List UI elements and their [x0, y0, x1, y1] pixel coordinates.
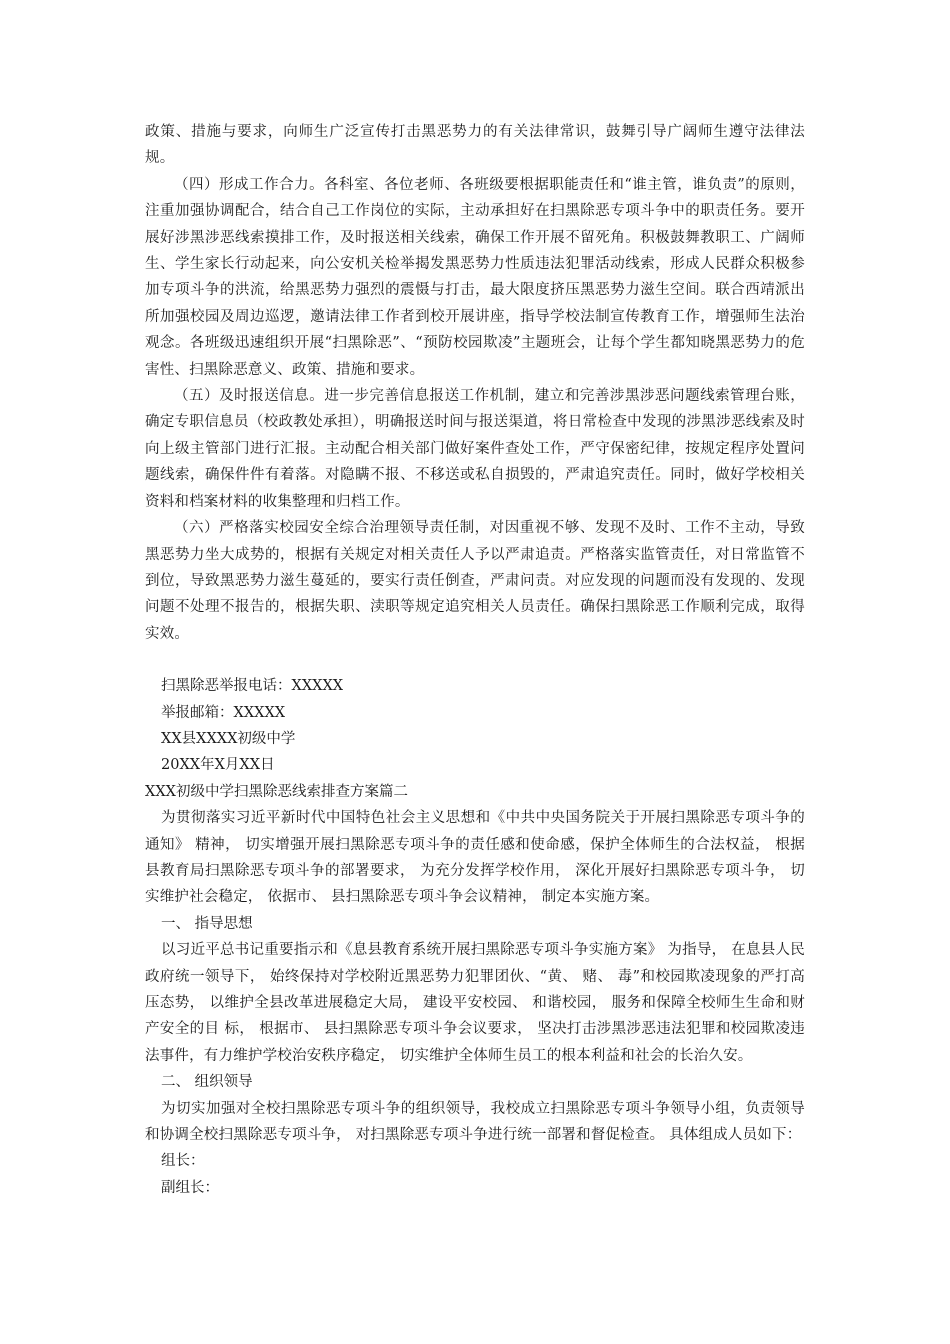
section-title-part-two: XXX初级中学扫黑除恶线索排查方案篇二 — [145, 783, 408, 800]
paragraph-section-5: （五）及时报送信息。进一步完善信息报送工作机制，建立和完善涉黑涉恶问题线索管理台账，确定专职信息员（校政教处承担），明确报送时间与报送渠道，将日常检查中发现的涉黑涉恶线索及时向上级主管部门进行汇报。主动配合相关部门做好案件查处工作，严守保密纪律，按规定程序处置问题线索，确保件件有着落。对隐瞒不报、不移送或私自损毁的，严肃追究责任。同时，做好学校相关资料和档案材料的收集整理和归档工作。 — [145, 388, 805, 510]
vice-leader-label: 副组长： — [161, 1179, 219, 1196]
paragraph-organization: 为切实加强对全校扫黑除恶专项斗争的组织领导，我校成立扫黑除恶专项斗争领导小组，负责领导和协调全校扫黑除恶专项斗争， 对扫黑除恶专项斗争进行统一部署和督促检查。 具体组成人员如下： — [145, 1100, 805, 1144]
paragraph-section-4: （四）形成工作合力。各科室、各位老师、各班级要根据职能责任和“谁主管，谁负责”的原则，注重加强协调配合，结合自己工作岗位的实际，主动承担好在扫黑除恶专项斗争中的职责任务。要开展好涉黑涉恶线索摸排工作，及时报送相关线索，确保工作开展不留死角。积极鼓舞教职工、广阔师生、学生家长行动起来，向公安机关检举揭发黑恶势力性质违法犯罪活动线索，形成人民群众积极参加专项斗争的洪流，给黑恶势力强烈的震慑与打击，最大限度挤压黑恶势力滋生空间。联合西靖派出所加强校园及周边巡逻，邀请法律工作者到校开展讲座，指导学校法制宣传教育工作，增强师生法治观念。各班级迅速组织开展“扫黑除恶”、“预防校园欺凌”主题班会，让每个学生都知晓黑恶势力的危害性、扫黑除恶意义、政策、措施和要求。 — [145, 176, 805, 378]
leader-label: 组长： — [161, 1153, 205, 1170]
paragraph-section-6: （六）严格落实校园安全综合治理领导责任制，对因重视不够、发现不及时、工作不主动，导致黑恶势力坐大成势的，根据有关规定对相关责任人予以严肃追责。严格落实监管责任，对日常监管不到位，导致黑恶势力滋生蔓延的，要实行责任倒查，严肃问责。对应发现的问题而没有发现的、发现问题不处理不报告的，根据失职、渎职等规定追究相关人员责任。确保扫黑除恶工作顺利完成，取得实效。 — [145, 520, 805, 642]
blank-line — [145, 647, 805, 673]
report-hotline: 扫黑除恶举报电话：XXXXX — [161, 678, 344, 695]
document-date: 20XX年X月XX日 — [161, 757, 275, 774]
document-page — [145, 119, 805, 1201]
school-name: XX县XXXX初级中学 — [161, 730, 296, 747]
paragraph-policy-publicity: 政策、措施与要求，向师生广泛宣传打击黑恶势力的有关法律常识，鼓舞引导广阔师生遵守法律法规。 — [145, 124, 805, 167]
paragraph-guiding-ideology: 以习近平总书记重要指示和《息县教育系统开展扫黑除恶专项斗争实施方案》 为指导， 在息县人民政府统一领导下， 始终保持对学校附近黑恶势力犯罪团伙、“黄、 赌、 毒”和校园欺凌现象的严打高压态势， 以维护全县改革进展稳定大局， 建设平安校园、 和谐校园， 服务和保障全校师生生命和财产安全的目 标， 根据市、 县扫黑除恶专项斗争会议要求， 坚决打击涉黑涉恶违法犯罪和校园欺凌违法事件，有力维护学校治安秩序稳定， 切实维护全体师生员工的根本利益和社会的长治久安。 — [145, 942, 805, 1064]
heading-guiding-ideology: 一、 指导思想 — [161, 915, 253, 932]
heading-organization: 二、 组织领导 — [161, 1074, 253, 1091]
paragraph-intro: 为贯彻落实习近平新时代中国特色社会主义思想和《中共中央国务院关于开展扫黑除恶专项斗争的通知》 精神， 切实增强开展扫黑除恶专项斗争的责任感和使命感，保护全体师生的合法权益， 根据县教育局扫黑除恶专项斗争的部署要求， 为充分发挥学校作用， 深化开展好扫黑除恶专项斗争， 切实维护社会稳定， 依据市、 县扫黑除恶专项斗争会议精神， 制定本实施方案。 — [145, 810, 805, 906]
report-email: 举报邮箱：XXXXX — [161, 704, 286, 721]
